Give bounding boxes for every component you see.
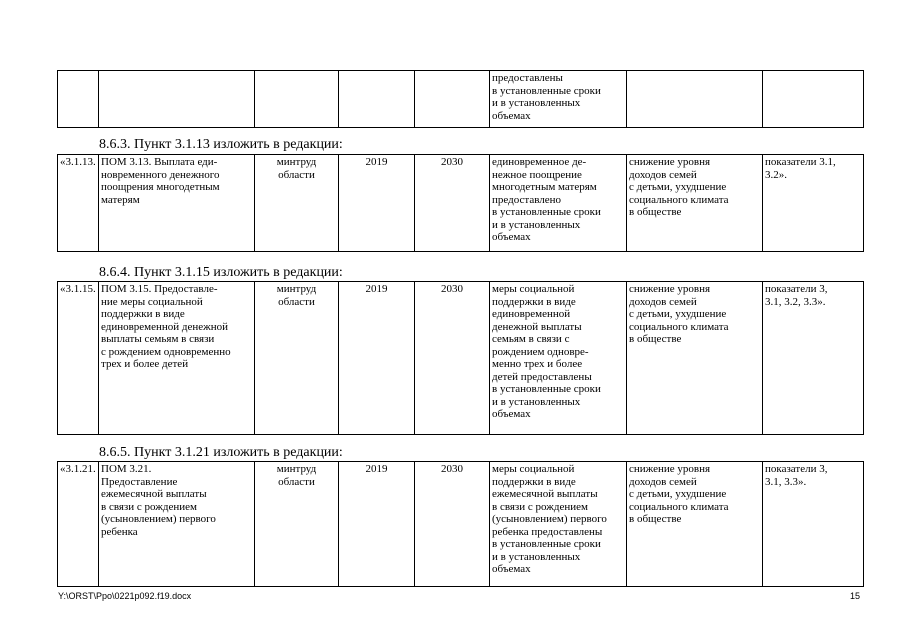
cell-consequence <box>627 71 763 128</box>
cell-name: ПОМ 3.13. Выплата еди- новременного денежного поощрения многодетным матерям <box>99 155 255 252</box>
table-row <box>58 71 864 128</box>
cell-name <box>99 71 255 128</box>
amendment-table <box>57 154 864 252</box>
cell-indicators: показатели 3, 3.1, 3.3». <box>763 462 864 587</box>
cell-start: 2019 <box>339 282 415 435</box>
table-row <box>58 282 864 435</box>
cell-result: предоставлены в установленные сроки и в установленных объемах <box>490 71 627 128</box>
cell-result: меры социальной поддержки в виде единовременной денежной выплаты семьям в связи с рождением одновре- менно трех и более детей предоставлены в установленные сроки и в установленных объемах <box>490 282 627 435</box>
cell-executor <box>255 71 339 128</box>
cell-num <box>58 71 99 128</box>
cell-executor: минтруд области <box>255 155 339 252</box>
cell-start <box>339 71 415 128</box>
cell-start: 2019 <box>339 462 415 587</box>
cell-start: 2019 <box>339 155 415 252</box>
cell-executor: минтруд области <box>255 282 339 435</box>
cell-indicators <box>763 71 864 128</box>
continuation-table <box>57 70 864 128</box>
table-row <box>58 155 864 252</box>
cell-num: «3.1.21. <box>58 462 99 587</box>
cell-name: ПОМ 3.21. Предоставление ежемесячной выплаты в связи с рождением (усыновлением) первого ребенка <box>99 462 255 587</box>
cell-indicators: показатели 3.1, 3.2». <box>763 155 864 252</box>
file-path: Y:\ORST\Ppo\0221p092.f19.docx <box>58 591 192 601</box>
cell-consequence: снижение уровня доходов семей с детьми, ухудшение социального климата в обществе <box>627 155 763 252</box>
amendment-table <box>57 461 864 587</box>
page-number: 15 <box>849 591 860 601</box>
cell-num: «3.1.15. <box>58 282 99 435</box>
cell-executor: минтруд области <box>255 462 339 587</box>
cell-result: меры социальной поддержки в виде ежемесячной выплаты в связи с рождением (усыновлением) первого ребенка предоставлены в установленные сроки и в установленных объемах <box>490 462 627 587</box>
cell-consequence: снижение уровня доходов семей с детьми, ухудшение социального климата в обществе <box>627 282 763 435</box>
cell-name: ПОМ 3.15. Предоставле- ние меры социальной поддержки в виде единовременной денежной выплаты семьям в связи с рождением одновременно трех и более детей <box>99 282 255 435</box>
section-heading: 8.6.4. Пункт 3.1.15 изложить в редакции: <box>99 265 343 280</box>
section-heading: 8.6.5. Пункт 3.1.21 изложить в редакции: <box>99 445 343 460</box>
cell-end: 2030 <box>415 155 490 252</box>
section-heading: 8.6.3. Пункт 3.1.13 изложить в редакции: <box>99 137 343 152</box>
cell-end: 2030 <box>415 282 490 435</box>
cell-indicators: показатели 3, 3.1, 3.2, 3.3». <box>763 282 864 435</box>
cell-end <box>415 71 490 128</box>
amendment-table <box>57 281 864 435</box>
cell-end: 2030 <box>415 462 490 587</box>
cell-result: единовременное де- нежное поощрение многодетным матерям предоставлено в установленные сроки и в установленных объемах <box>490 155 627 252</box>
cell-consequence: снижение уровня доходов семей с детьми, ухудшение социального климата в обществе <box>627 462 763 587</box>
cell-num: «3.1.13. <box>58 155 99 252</box>
table-row <box>58 462 864 587</box>
